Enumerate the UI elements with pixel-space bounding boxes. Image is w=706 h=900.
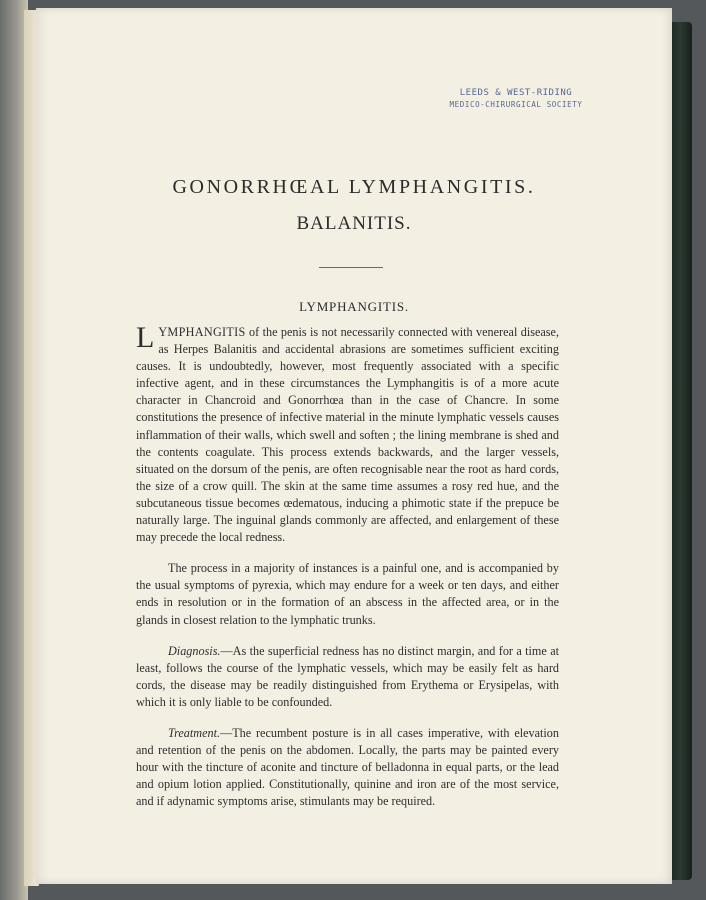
lead-word: YMPHANGITIS — [158, 325, 246, 339]
drop-cap: L — [136, 321, 155, 354]
section-heading: LYMPHANGITIS. — [299, 299, 409, 314]
paragraph-1-text: of the penis is not necessarily connected with venereal disease, as Herpes Balanitis and accidental abrasions are sometimes sufficient exciting causes. It is undoubtedly, however, most frequently associated with a specific infective agent, and in these circumstances the Lymphangitis is of a more acute character in Chancroid and Gonorrhœa than in the case of Chancre. In some constitutions the presence of infective material in the minute lymphatic vessels causes inflammation of their walls, which swell and soften ; the lining membrane is shed and the contents coagulate. This process extends backwards, and the larger vessels, situated on the dorsum of the penis, are often recognisable near the root as hard cords, the size of a crow quill. The skin at the same time assumes a rosy red hue, and the subcutaneous tissue becomes œdematous, inducing a phimotic state if the prepuce be naturally large. The inguinal glands commonly are affected, and enlargement of these may precede the local redness. — [136, 325, 559, 545]
stamp-line-1: LEEDS & WEST-RIDING — [459, 88, 573, 98]
paragraph-diagnosis — [136, 643, 559, 711]
article-body — [136, 321, 559, 810]
book-binding — [672, 22, 692, 880]
diagnosis-label: Diagnosis. — [168, 643, 221, 658]
book-page — [36, 8, 672, 884]
treatment-text: —The recumbent posture is in all cases imperative, with elevation and retention of the penis on the abdomen. Locally, the parts may be painted every hour with the tincture of aconite and tincture of belladonna in equal parts, or the lead and opium lotion applied. Constitutionally, quinine and iron are of the most service, and if adynamic symptoms arise, stimulants may be required. — [136, 725, 559, 809]
title-divider — [319, 267, 383, 268]
paragraph-2: The process in a majority of instances is a painful one, and is accompanied by the usual symptoms of pyrexia, which may endure for a week or ten days, and either ends in resolution or in the formation of an abscess in the affected area, or in the glands in closest relation to the lymphatic trunks. — [136, 561, 559, 627]
treatment-label: Treatment. — [168, 725, 221, 740]
diagnosis-text: —As the superficial redness has no distinct margin, and for a time at least, follows the course of the lymphatic vessels, which may be easily felt as hard cords, the disease may be readily distinguished from Erythema or Erysipelas, with which it is only liable to be confounded. — [136, 643, 559, 709]
paragraph-treatment — [136, 725, 559, 810]
page-title: GONORRHŒAL LYMPHANGITIS. — [172, 176, 536, 198]
page-subtitle: BALANITIS. — [296, 213, 412, 234]
paragraph-1 — [136, 321, 559, 546]
stamp-line-2: MEDICO-CHIRURGICAL SOCIETY — [449, 100, 583, 109]
library-stamp — [416, 88, 616, 109]
